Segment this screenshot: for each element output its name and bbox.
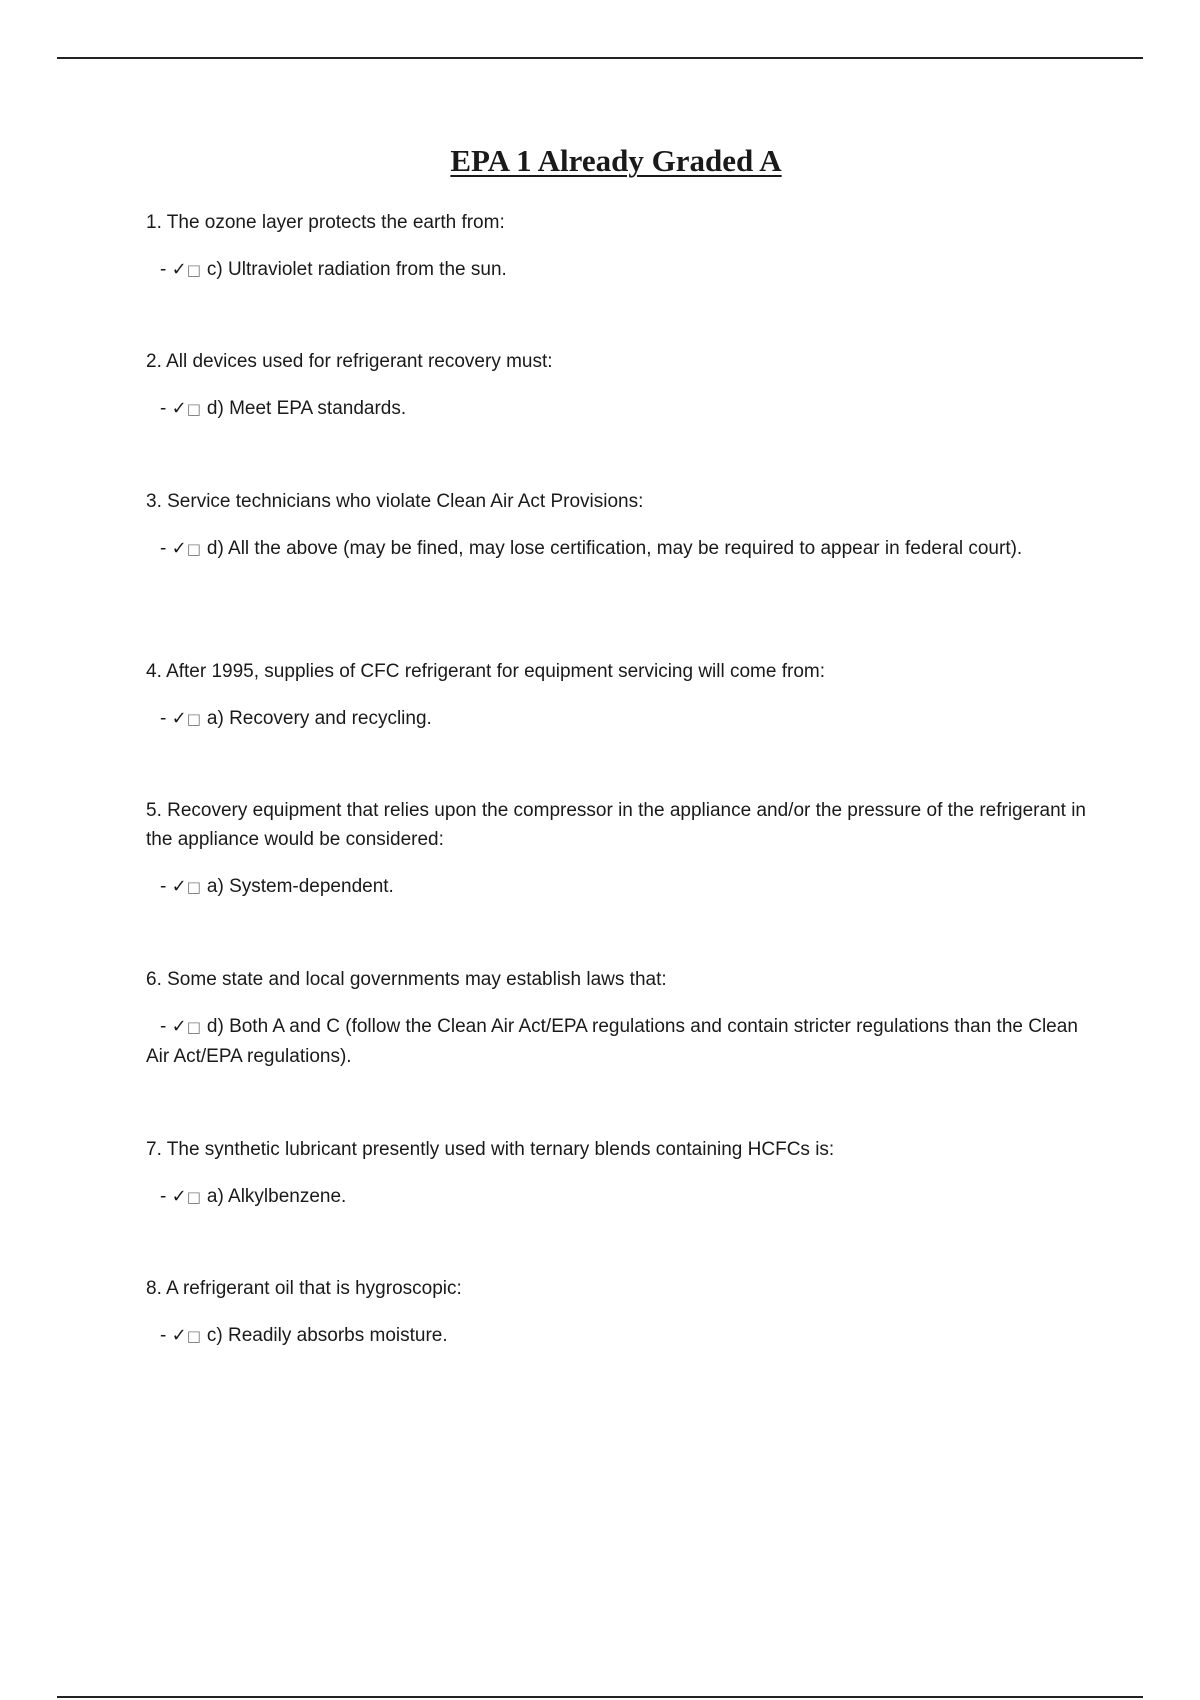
checkbox-icon: □	[186, 540, 201, 558]
checkmark-icon: ✓	[171, 259, 187, 280]
answer-text: d) Meet EPA standards.	[206, 398, 407, 419]
answer-text: a) Alkylbenzene.	[206, 1186, 347, 1207]
qa-item-6	[146, 965, 1086, 1071]
answer-prefix: -	[160, 708, 172, 729]
qa-item-1	[146, 208, 1086, 285]
document-title: EPA 1 Already Graded A	[450, 143, 782, 178]
checkmark-icon: ✓	[171, 708, 187, 729]
answer-prefix: -	[160, 538, 172, 559]
answer-line	[146, 1321, 1086, 1351]
answer-prefix: -	[160, 398, 172, 419]
qa-item-7	[146, 1135, 1086, 1212]
question-text: 1. The ozone layer protects the earth from:	[146, 212, 505, 233]
answer-prefix: -	[160, 876, 172, 897]
checkmark-icon: ✓	[171, 1325, 187, 1346]
answer-line	[146, 872, 1086, 902]
answer-text: d) All the above (may be fined, may lose certification, may be required to appear in federal court).	[206, 538, 1023, 559]
checkbox-icon: □	[186, 710, 201, 728]
answer-line	[146, 394, 1086, 424]
qa-item-2	[146, 347, 1086, 424]
checkmark-icon: ✓	[171, 1186, 187, 1207]
checkmark-icon: ✓	[171, 876, 187, 897]
checkmark-icon: ✓	[171, 1016, 187, 1037]
checkbox-icon: □	[186, 1188, 201, 1206]
qa-item-5	[146, 796, 1086, 902]
header-rule	[57, 57, 1143, 59]
checkbox-icon: □	[186, 1018, 201, 1036]
checkmark-icon: ✓	[171, 398, 187, 419]
checkbox-icon: □	[186, 878, 201, 896]
question-text: 4. After 1995, supplies of CFC refrigerant for equipment servicing will come from:	[146, 661, 826, 682]
answer-text: c) Readily absorbs moisture.	[206, 1325, 448, 1346]
footer-rule	[57, 1696, 1143, 1698]
question-text: 6. Some state and local governments may establish laws that:	[146, 969, 667, 990]
question-text: 8. A refrigerant oil that is hygroscopic:	[146, 1278, 462, 1299]
answer-prefix: -	[160, 1186, 172, 1207]
answer-line	[146, 704, 1086, 734]
question-text: 7. The synthetic lubricant presently used with ternary blends containing HCFCs is:	[146, 1139, 835, 1160]
question-text: 2. All devices used for refrigerant recovery must:	[146, 351, 553, 372]
answer-prefix: -	[160, 259, 172, 280]
answer-line	[146, 1012, 1086, 1071]
question-text: 3. Service technicians who violate Clean Air Act Provisions:	[146, 491, 644, 512]
answer-line	[146, 534, 1086, 564]
answer-text: a) System-dependent.	[206, 876, 394, 897]
checkbox-icon: □	[186, 400, 201, 418]
answer-text: d) Both A and C (follow the Clean Air Act/EPA regulations and contain stricter regulations than the Clean Air Act/EPA regulations).	[146, 1016, 1078, 1067]
answer-text: c) Ultraviolet radiation from the sun.	[206, 259, 507, 280]
answer-line	[146, 1182, 1086, 1212]
answer-line	[146, 255, 1086, 285]
checkbox-icon: □	[186, 261, 201, 279]
qa-item-4	[146, 657, 1086, 734]
answer-text: a) Recovery and recycling.	[206, 708, 432, 729]
checkbox-icon: □	[186, 1327, 201, 1345]
qa-item-8	[146, 1274, 1086, 1351]
answer-prefix: -	[160, 1325, 172, 1346]
checkmark-icon: ✓	[171, 538, 187, 559]
qa-item-3	[146, 487, 1086, 564]
answer-prefix: -	[160, 1016, 172, 1037]
question-text: 5. Recovery equipment that relies upon the compressor in the appliance and/or the pressure of the refrigerant in the appliance would be considered:	[146, 800, 1086, 850]
